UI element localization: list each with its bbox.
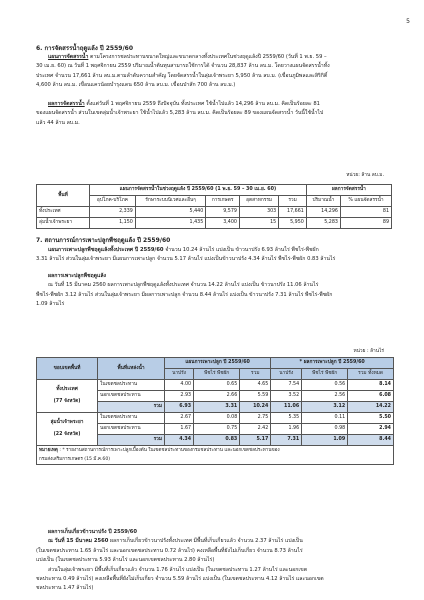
cell: 5.59: [240, 391, 271, 402]
cell: 9,579: [206, 207, 240, 218]
col-water: พื้นที่แหล่งน้ำ: [98, 358, 165, 380]
note-row: [37, 446, 394, 465]
table-row: [37, 380, 394, 391]
cell: 2.93: [165, 391, 194, 402]
subheader: อุตสาหกรรม: [239, 196, 278, 207]
cell: 7.54: [271, 380, 302, 391]
harvest-date: ณ วันที่ 15 มีนาคม 2560: [48, 538, 109, 545]
cell: 5,440: [135, 207, 205, 218]
plan-line: จำนวน 10.24 ล้านไร่ แบ่งเป็น ข้าวนาปรัง 6.93 ล้านไร่ พืชไร่-พืชผัก: [165, 247, 319, 253]
cell: 0.11: [302, 413, 348, 424]
harvest-heading: ผลการเก็บเกี่ยวข้าวนาปรัง ปี 2559/60: [48, 529, 138, 535]
result-label: ผลการเพาะปลูกพืชฤดูแล้ง: [48, 273, 107, 279]
page-number: 5: [406, 18, 410, 25]
subheader: ปริมาณน้ำ: [306, 196, 340, 207]
cell: 3.52: [271, 391, 302, 402]
cell: 1,150: [90, 218, 136, 229]
note-text: กรมส่งเสริมการเกษตร (15 มี.ค.60): [39, 457, 111, 462]
subheader: อุปโภค-บริโภค: [90, 196, 136, 207]
cell: 3.31: [194, 402, 240, 413]
result-line: ของแผนจัดสรรน้ำ ส่วนในเขตลุ่มน้ำเจ้าพระยา ใช้น้ำไปแล้ว 5,283 ล้าน ลบ.ม. คิดเป็นร้อยละ 89 ของแผนจัดสรรน้ำ วันนี้ใช้น้ำไป: [36, 110, 324, 117]
cell: 81: [340, 207, 391, 218]
cell: 14.22: [348, 402, 394, 413]
section-7-result-paragraph: [36, 272, 392, 310]
water-source: ในเขตชลประทาน: [98, 413, 165, 424]
cell: 2.75: [240, 413, 271, 424]
subheader: รวม: [279, 196, 307, 207]
cell: 0.56: [302, 380, 348, 391]
subheader: การเกษตร: [206, 196, 240, 207]
cell: 7.31: [271, 435, 302, 446]
harvest-line: ชลประทาน 0.49 ล้านไร่) คงเหลือพื้นที่ยังไม่เก็บเกี่ยว จำนวน 5.59 ล้านไร่ แบ่งเป็น (ในเขตชลประทาน 4.12 ล้านไร่ และนอกเขต: [36, 576, 324, 583]
table-unit: หน่วย : ล้านไร่: [353, 349, 384, 354]
cell: 14,296: [306, 207, 340, 218]
subheader: รวม: [240, 369, 271, 380]
cell: 0.75: [194, 424, 240, 435]
water-source: ในเขตชลประทาน: [98, 380, 165, 391]
region-count: (77 จังหวัด): [53, 399, 81, 404]
plan-label: แผนการเพาะปลูกพืชฤดูแล้งทั้งประเทศ ปี 2559/60: [48, 247, 164, 253]
cell: 5.17: [240, 435, 271, 446]
water-allocation-table: [36, 184, 392, 229]
plan-label: แผนการจัดสรรน้ำ: [48, 54, 89, 60]
table-row: [37, 218, 392, 229]
section-6-plan-paragraph: [36, 53, 392, 91]
cell: 15: [239, 218, 278, 229]
cell: 5.50: [348, 413, 394, 424]
crop-planting-table: [36, 357, 394, 465]
region-cell: [37, 413, 98, 446]
row-area: ทั้งประเทศ: [37, 207, 90, 218]
cell: 2,339: [90, 207, 136, 218]
harvest-line: แบ่งเป็น (ในเขตชลประทาน 5.93 ล้านไร่ และนอกเขตชลประทาน 2.80 ล้านไร่): [36, 557, 215, 564]
cell: 303: [239, 207, 278, 218]
table-row: [37, 413, 394, 424]
col-area: พื้นที่: [37, 185, 90, 207]
cell: 0.98: [302, 424, 348, 435]
region-name: ทั้งประเทศ: [56, 387, 78, 392]
cell: 2.66: [194, 391, 240, 402]
cell: 6.93: [165, 402, 194, 413]
group-plan-header: แผนการเพาะปลูก ปี 2559/60: [165, 358, 271, 369]
table-row: [37, 207, 392, 218]
section-7-plan-paragraph: [36, 246, 392, 265]
result-label: ผลการจัดสรรน้ำ: [48, 101, 85, 107]
subheader: พืชไร่ พืชผัก: [302, 369, 348, 380]
subheader: รวม ทั้งหมด: [348, 369, 394, 380]
cell: 4.34: [165, 435, 194, 446]
cell: 8.14: [348, 380, 394, 391]
cell: 1.09: [302, 435, 348, 446]
water-source: นอกเขตชลประทาน: [98, 424, 165, 435]
harvest-paragraph: [36, 528, 392, 594]
subheader: % แผนจัดสรรน้ำ: [340, 196, 391, 207]
region-name: ลุ่มน้ำเจ้าพระยา: [50, 420, 84, 425]
cell: 17,661: [279, 207, 307, 218]
plan-line: ตามโครงการชลประทานขนาดใหญ่และขนาดกลางทั้งประเทศในช่วงฤดูแล้งปี 2559/60 (วันที่ 1 พ.ย. 59 –: [90, 54, 327, 60]
result-line: ณ วันที่ 15 มีนาคม 2560 ผลการเพาะปลูกพืชฤดูแล้งทั้งประเทศ จำนวน 14.22 ล้านไร่ แบ่งเป็น ข้าวนาปรัง 11.06 ล้านไร่: [48, 282, 319, 289]
water-source: นอกเขตชลประทาน: [98, 391, 165, 402]
plan-line: 4,600 ล้าน ลบ.ม. เขื่อนแควน้อยบำรุงแดน 650 ล้าน ลบ.ม. เขื่อนป่าสัก 700 ล้าน ลบ.ม.): [36, 82, 236, 89]
cell: 4.65: [240, 380, 271, 391]
sum-label: รวม: [98, 435, 165, 446]
cell: 89: [340, 218, 391, 229]
cell: 5.35: [271, 413, 302, 424]
cell: 11.06: [271, 402, 302, 413]
cell: 1.96: [271, 424, 302, 435]
cell: 6.08: [348, 391, 394, 402]
plan-line: 3.31 ล้านไร่ ส่วนในลุ่มเจ้าพระยา มีแผนการเพาะปลูก จำนวน 5.17 ล้านไร่ แบ่งเป็นข้าวนาปรัง 4.34 ล้านไร่ พืชไร่-พืชผัก 0.83 ล้านไร่: [36, 256, 336, 263]
sum-label: รวม: [98, 402, 165, 413]
cell: 3.12: [302, 402, 348, 413]
note-label: หมายเหตุ: [39, 448, 58, 453]
plan-line: 30 เม.ย. 60) ณ วันที่ 1 พฤศจิกายน 2559 ปริมาณน้ำต้นทุนสามารถใช้การได้ จำนวน 28,837 ล้าน ลบ.ม. โดยวางแผนจัดสรรน้ำทั้ง: [36, 63, 330, 70]
result-line: พืชไร่-พืชผัก 3.12 ล้านไร่ ส่วนในลุ่มเจ้าพระยา มีผลการเพาะปลูก จำนวน 8.44 ล้านไร่ แบ่งเป็น ข้าวนาปรัง 7.31 ล้านไร่ พืชไร่-พืชผัก: [36, 291, 333, 298]
harvest-line: (ในเขตชลประทาน 1.65 ล้านไร่ และนอกเขตชลประทาน 0.72 ล้านไร่) คงเหลือพื้นที่ยังไม่เก็บเกี่ยว จำนวน 8.73 ล้านไร่: [36, 547, 303, 554]
cell: 2.94: [348, 424, 394, 435]
group-result-header: ผลการจัดสรรน้ำ: [306, 185, 391, 196]
cell: 2.42: [240, 424, 271, 435]
subheader: นาปรัง: [271, 369, 302, 380]
cell: 0.08: [194, 413, 240, 424]
plan-line: ประเทศ จำนวน 17,661 ล้าน ลบ.ม.ตามลำดับความสำคัญ โดยจัดสรรน้ำในลุ่มเจ้าพระยา 5,950 ล้าน ลบ.ม. (เขื่อนภูมิพลและสิริกิติ์: [36, 72, 328, 79]
col-region: ขอบเขตพื้นที่: [37, 358, 98, 380]
result-line: แล้ว 44 ล้าน ลบ.ม.: [36, 119, 80, 126]
subheader: รักษาระบบนิเวศและอื่นๆ: [135, 196, 205, 207]
cell: 0.65: [194, 380, 240, 391]
group-plan-header: แผนการจัดสรรน้ำในช่วงฤดูแล้ง ปี 2559/60 (1 พ.ย. 59 – 30 เม.ย. 60): [90, 185, 307, 196]
cell: 1,435: [135, 218, 205, 229]
harvest-line: ชลประทาน 1.47 ล้านไร่): [36, 585, 94, 592]
result-line: 1.09 ล้านไร่: [36, 301, 65, 308]
note-text: : * รายงานสถานการณ์การเพาะปลูกเบื้องต้น ในเขตชลประทานของกรมชลประทาน และนอกเขตชลประทานของ: [59, 448, 280, 453]
row-area: ลุ่มน้ำเจ้าพระยา: [37, 218, 90, 229]
section-6-result-paragraph: [36, 100, 392, 128]
result-line: ตั้งแต่วันที่ 1 พฤศจิกายน 2559 ถึงปัจจุบัน ทั้งประเทศ ใช้น้ำไปแล้ว 14,296 ล้าน ลบ.ม. คิดเป็นร้อยละ 81: [86, 101, 320, 107]
cell: 5,283: [306, 218, 340, 229]
cell: 8.44: [348, 435, 394, 446]
cell: 1.67: [165, 424, 194, 435]
subheader: นาปรัง: [165, 369, 194, 380]
cell: 0.83: [194, 435, 240, 446]
region-cell: [37, 380, 98, 413]
table-unit: หน่วย: ล้าน ลบ.ม.: [346, 173, 384, 178]
subheader: พืชไร่ พืชผัก: [194, 369, 240, 380]
cell: 2.67: [165, 413, 194, 424]
cell: 10.24: [240, 402, 271, 413]
cell: 4.00: [165, 380, 194, 391]
region-count: (22 จังหวัด): [53, 432, 81, 437]
section-6-heading: 6. การจัดสรรน้ำฤดูแล้ง ปี 2559/60: [36, 45, 133, 52]
section-7-heading: 7. สถานการณ์การเพาะปลูกพืชฤดูแล้ง ปี 2559/60: [36, 237, 171, 244]
cell: 2.56: [302, 391, 348, 402]
group-result-header: * ผลการเพาะปลูก ปี 2559/60: [271, 358, 394, 369]
harvest-line: ผลการเก็บเกี่ยวข้าวนาปรังทั้งประเทศ มีพื้นที่เก็บเกี่ยวแล้ว จำนวน 2.37 ล้านไร่ แบ่งเป็น: [110, 538, 303, 545]
cell: 5,950: [279, 218, 307, 229]
table-note: [37, 446, 394, 465]
cell: 3,400: [206, 218, 240, 229]
harvest-line: ส่วนในลุ่มเจ้าพระยา มีพื้นที่เก็บเกี่ยวแล้ว จำนวน 1.76 ล้านไร่ แบ่งเป็น (ในเขตชลประทาน 1.27 ล้านไร่ และนอกเขต: [48, 566, 308, 573]
